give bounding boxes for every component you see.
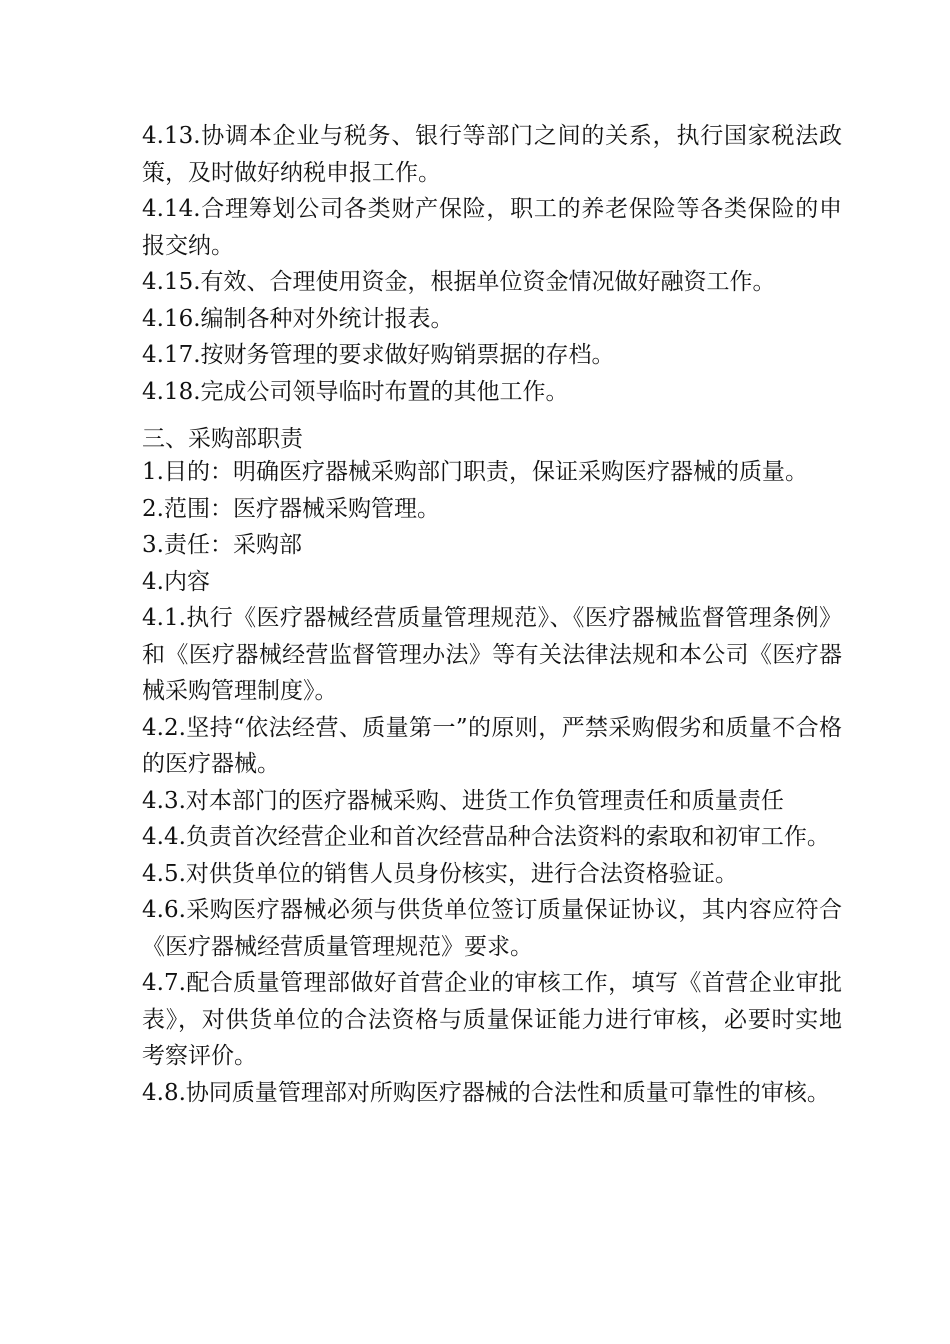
paragraph-content: 4.内容	[142, 568, 210, 595]
document-body	[142, 118, 842, 1111]
paragraph-4-1: 4.1.执行《医疗器械经营质量管理规范》、《医疗器械监督管理条例》和《医疗器械经营监督管理办法》等有关法律法规和本公司《医疗器械采购管理制度》。	[142, 605, 842, 704]
paragraph-4-3: 4.3.对本部门的医疗器械采购、进货工作负管理责任和质量责任	[142, 787, 784, 814]
paragraph-4-18: 4.18.完成公司领导临时布置的其他工作。	[142, 378, 569, 405]
paragraph-4-6: 4.6.采购医疗器械必须与供货单位签订质量保证协议，其内容应符合《医疗器械经营质量管理规范》要求。	[142, 897, 842, 960]
paragraph-4-8: 4.8.协同质量管理部对所购医疗器械的合法性和质量可靠性的审核。	[142, 1079, 830, 1106]
paragraph-4-5: 4.5.对供货单位的销售人员身份核实，进行合法资格验证。	[142, 860, 738, 887]
paragraph-purpose: 1.目的：明确医疗器械采购部门职责，保证采购医疗器械的质量。	[142, 459, 808, 485]
paragraph-4-13: 4.13.协调本企业与税务、银行等部门之间的关系，执行国家税法政策，及时做好纳税申报工作。	[142, 123, 842, 186]
paragraph-4-16: 4.16.编制各种对外统计报表。	[142, 305, 454, 332]
paragraph-4-2: 4.2.坚持“依法经营、质量第一”的原则，严禁采购假劣和质量不合格的医疗器械。	[142, 714, 842, 777]
section-heading: 三、采购部职责	[142, 426, 303, 452]
paragraph-4-7: 4.7.配合质量管理部做好首营企业的审核工作，填写《首营企业审批表》，对供货单位的合法资格与质量保证能力进行审核，必要时实地考察评价。	[142, 970, 842, 1069]
section-spacer	[142, 410, 842, 424]
paragraph-4-4: 4.4.负责首次经营企业和首次经营品种合法资料的索取和初审工作。	[142, 824, 830, 850]
paragraph-scope: 2.范围：医疗器械采购管理。	[142, 495, 440, 522]
paragraph-4-15: 4.15.有效、合理使用资金，根据单位资金情况做好融资工作。	[142, 269, 776, 295]
paragraph-responsibility: 3.责任：采购部	[142, 532, 302, 558]
paragraph-4-17: 4.17.按财务管理的要求做好购销票据的存档。	[142, 342, 615, 368]
paragraph-4-14: 4.14.合理筹划公司各类财产保险，职工的养老保险等各类保险的申报交纳。	[142, 196, 842, 259]
